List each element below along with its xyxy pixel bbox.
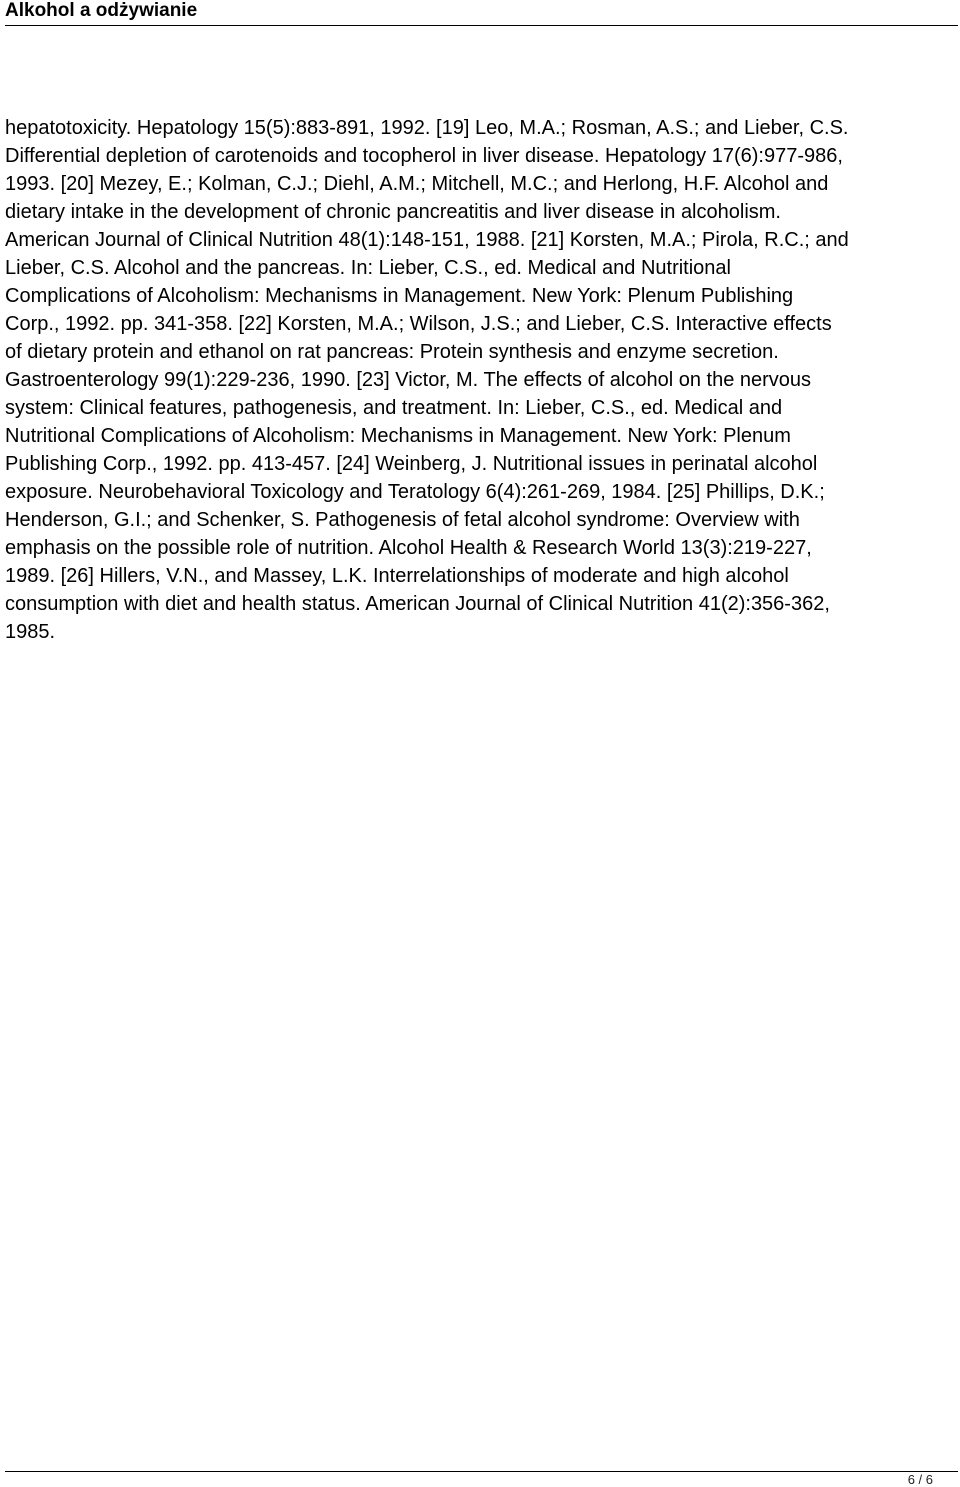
text-line: 1989. [26] Hillers, V.N., and Massey, L.K. Interrelationships of moderate and high alcohol	[5, 565, 789, 587]
text-line: Henderson, G.I.; and Schenker, S. Pathogenesis of fetal alcohol syndrome: Overview with	[5, 509, 800, 531]
header-divider	[5, 25, 958, 26]
text-line: Publishing Corp., 1992. pp. 413-457. [24] Weinberg, J. Nutritional issues in perinatal alcohol	[5, 453, 818, 475]
text-line: hepatotoxicity. Hepatology 15(5):883-891, 1992. [19] Leo, M.A.; Rosman, A.S.; and Lieber, C.S.	[5, 117, 849, 139]
text-line: emphasis on the possible role of nutrition. Alcohol Health & Research World 13(3):219-227,	[5, 537, 812, 559]
text-line: exposure. Neurobehavioral Toxicology and Teratology 6(4):261-269, 1984. [25] Phillips, D.K.;	[5, 481, 825, 503]
footer-divider	[5, 1471, 958, 1472]
references-text	[5, 114, 955, 646]
text-line: dietary intake in the development of chronic pancreatitis and liver disease in alcoholism.	[5, 201, 781, 223]
text-line: system: Clinical features, pathogenesis, and treatment. In: Lieber, C.S., ed. Medical and	[5, 397, 783, 419]
text-line: of dietary protein and ethanol on rat pancreas: Protein synthesis and enzyme secretion.	[5, 341, 779, 363]
text-line: 1985.	[5, 621, 56, 643]
text-line: Gastroenterology 99(1):229-236, 1990. [23] Victor, M. The effects of alcohol on the nervous	[5, 369, 812, 391]
page-title: Alkohol a odżywianie	[5, 0, 198, 21]
text-line: American Journal of Clinical Nutrition 48(1):148-151, 1988. [21] Korsten, M.A.; Pirola, R.C.; and	[5, 229, 849, 251]
text-line: Nutritional Complications of Alcoholism: Mechanisms in Management. New York: Plenum	[5, 425, 791, 447]
text-line: Differential depletion of carotenoids and tocopherol in liver disease. Hepatology 17(6):977-986,	[5, 145, 843, 167]
text-line: Corp., 1992. pp. 341-358. [22] Korsten, M.A.; Wilson, J.S.; and Lieber, C.S. Interactive effects	[5, 313, 832, 335]
text-line: Lieber, C.S. Alcohol and the pancreas. In: Lieber, C.S., ed. Medical and Nutritional	[5, 257, 731, 279]
text-line: 1993. [20] Mezey, E.; Kolman, C.J.; Diehl, A.M.; Mitchell, M.C.; and Herlong, H.F. Alcohol and	[5, 173, 829, 195]
page-header	[0, 0, 960, 27]
text-line: consumption with diet and health status. American Journal of Clinical Nutrition 41(2):356-362,	[5, 593, 830, 615]
page-number: 6 / 6	[907, 1472, 933, 1487]
text-line: Complications of Alcoholism: Mechanisms in Management. New York: Plenum Publishing	[5, 285, 794, 307]
